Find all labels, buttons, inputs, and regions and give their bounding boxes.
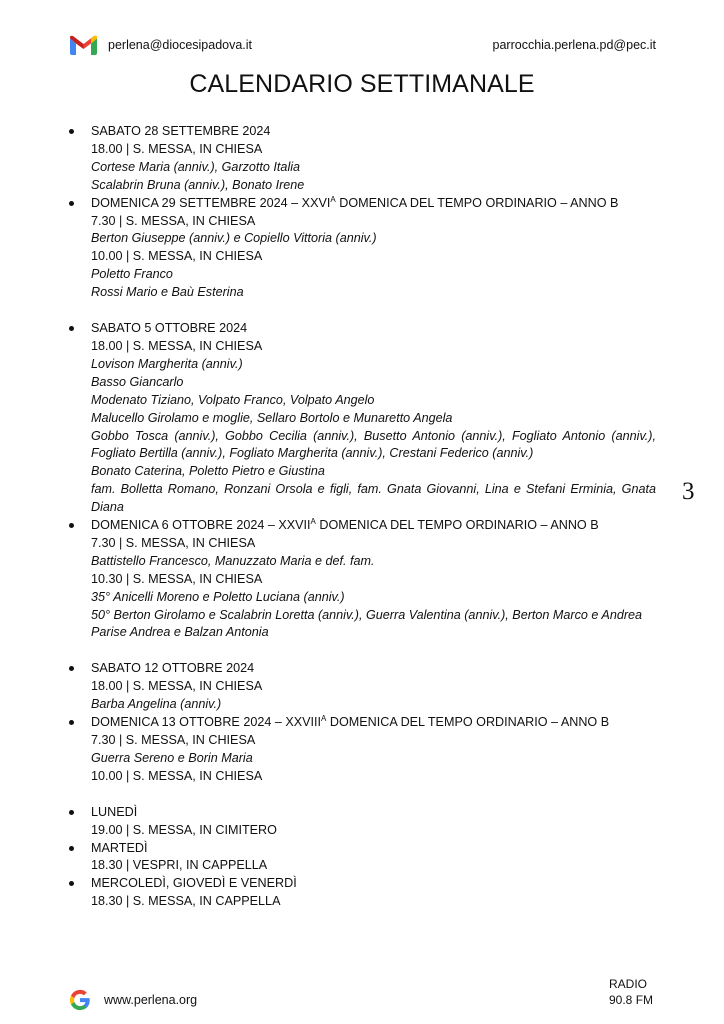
schedule-day xyxy=(66,195,656,302)
day-date: DOMENICA 6 OTTOBRE 2024 – XXVII xyxy=(91,518,311,533)
mass-time: 18.00 | S. MESSA, IN CHIESA xyxy=(91,338,263,353)
ordinal-superscript: A xyxy=(310,517,316,527)
mass-time: 10.00 | S. MESSA, IN CHIESA xyxy=(91,249,263,264)
ordinal-superscript: A xyxy=(330,194,336,204)
google-icon xyxy=(69,989,91,1011)
day-heading xyxy=(91,517,656,535)
schedule-day xyxy=(66,840,656,876)
mass-intention: Parise Andrea e Balzan Antonia xyxy=(91,625,269,640)
mass-time: 7.30 | S. MESSA, IN CHIESA xyxy=(91,213,256,228)
schedule-day xyxy=(66,660,656,714)
liturgical-title: DOMENICA DEL TEMPO ORDINARIO – ANNO B xyxy=(335,195,619,210)
day-heading xyxy=(91,195,656,213)
mass-time: 18.00 | S. MESSA, IN CHIESA xyxy=(91,679,263,694)
header-email[interactable]: perlena@diocesipadova.it xyxy=(108,38,253,52)
mass-intention: Berton Giuseppe (anniv.) e Copiello Vittoria (anniv.) xyxy=(91,231,377,246)
header-left xyxy=(70,35,252,55)
day-date: MARTEDÌ xyxy=(91,840,148,855)
mass-intention: Malucello Girolamo e moglie, Sellaro Bortolo e Munaretto Angela xyxy=(91,410,453,425)
mass-time: 18.00 | S. MESSA, IN CHIESA xyxy=(91,141,263,156)
liturgical-title: DOMENICA DEL TEMPO ORDINARIO – ANNO B xyxy=(326,715,610,730)
liturgical-title: DOMENICA DEL TEMPO ORDINARIO – ANNO B xyxy=(315,518,599,533)
day-date: SABATO 28 SETTEMBRE 2024 xyxy=(91,124,271,138)
page-header xyxy=(70,33,656,57)
mass-time: 10.00 | S. MESSA, IN CHIESA xyxy=(91,768,263,783)
website-link[interactable]: www.perlena.org xyxy=(104,993,198,1007)
mass-intention: Poletto Franco xyxy=(91,267,173,282)
day-date: LUNEDÌ xyxy=(91,804,138,819)
mass-intention: Modenato Tiziano, Volpato Franco, Volpato Angelo xyxy=(91,392,375,407)
mass-time: 7.30 | S. MESSA, IN CHIESA xyxy=(91,733,256,747)
day-heading xyxy=(91,320,656,338)
ordinal-superscript: A xyxy=(321,714,327,724)
mass-intention: Battistello Francesco, Manuzzato Maria e def. fam. xyxy=(91,553,375,568)
mass-intention: Rossi Mario e Baù Esterina xyxy=(91,285,244,300)
mass-time: 19.00 | S. MESSA, IN CIMITERO xyxy=(91,822,277,837)
mass-intention: Bonato Caterina, Poletto Pietro e Giustina xyxy=(91,464,325,479)
mass-intention: Scalabrin Bruna (anniv.), Bonato Irene xyxy=(91,177,305,192)
mass-intention: Barba Angelina (anniv.) xyxy=(91,697,222,712)
page-title: CALENDARIO SETTIMANALE xyxy=(189,70,535,98)
schedule-day xyxy=(66,517,656,642)
day-date: DOMENICA 13 OTTOBRE 2024 – XXVIII xyxy=(91,715,322,730)
mass-intention: fam. Bolletta Romano, Ronzani Orsola e figli, fam. Gnata Giovanni, Lina e Stefani Erminia, Gnata Diana xyxy=(91,482,656,515)
mass-time: 18.30 | VESPRI, IN CAPPELLA xyxy=(91,858,268,873)
page-number: 3 xyxy=(682,478,695,505)
day-date: MERCOLEDÌ, GIOVEDÌ E VENERDÌ xyxy=(91,876,297,891)
mass-intention: Lovison Margherita (anniv.) xyxy=(91,356,243,371)
mass-time: 7.30 | S. MESSA, IN CHIESA xyxy=(91,535,256,550)
mass-intention: Basso Giancarlo xyxy=(91,374,184,389)
schedule-day xyxy=(66,875,656,911)
mass-intention: Cortese Maria (anniv.), Garzotto Italia xyxy=(91,159,301,174)
day-heading xyxy=(91,840,656,858)
day-heading xyxy=(91,123,656,141)
weekly-schedule xyxy=(66,123,656,911)
schedule-day xyxy=(66,804,656,840)
mass-time: 18.30 | S. MESSA, IN CAPPELLA xyxy=(91,894,281,909)
radio-frequency: 90.8 FM xyxy=(609,993,654,1007)
day-date: SABATO 12 OTTOBRE 2024 xyxy=(91,661,255,676)
day-date: DOMENICA 29 SETTEMBRE 2024 – XXVI xyxy=(91,195,331,210)
day-heading xyxy=(91,714,656,732)
day-date: SABATO 5 OTTOBRE 2024 xyxy=(91,321,248,336)
schedule-day xyxy=(66,320,656,517)
mass-intention: Gobbo Tosca (anniv.), Gobbo Cecilia (anniv.), Busetto Antonio (anniv.), Fogliato Antonio (anniv.), Fogliato Bertilla (anniv.), Fogliato Margherita (anniv.), Crestani Federico (anniv.) xyxy=(91,428,656,461)
footer-website xyxy=(69,989,197,1011)
schedule-day xyxy=(66,714,656,786)
day-heading xyxy=(91,660,656,678)
mass-intention: 50° Berton Girolamo e Scalabrin Loretta (anniv.), Guerra Valentina (anniv.), Berton Marco e Andrea xyxy=(91,607,643,622)
radio-label: RADIO xyxy=(609,977,648,991)
header-pec-email[interactable]: parrocchia.perlena.pd@pec.it xyxy=(492,38,656,52)
schedule-day xyxy=(66,123,656,195)
mass-time: 10.30 | S. MESSA, IN CHIESA xyxy=(91,571,263,586)
gmail-icon xyxy=(70,35,97,55)
radio-info xyxy=(609,976,653,1008)
day-heading xyxy=(91,804,656,822)
day-heading xyxy=(91,875,656,893)
mass-intention: 35° Anicelli Moreno e Poletto Luciana (anniv.) xyxy=(91,589,345,604)
mass-intention: Guerra Sereno e Borin Maria xyxy=(91,750,253,765)
